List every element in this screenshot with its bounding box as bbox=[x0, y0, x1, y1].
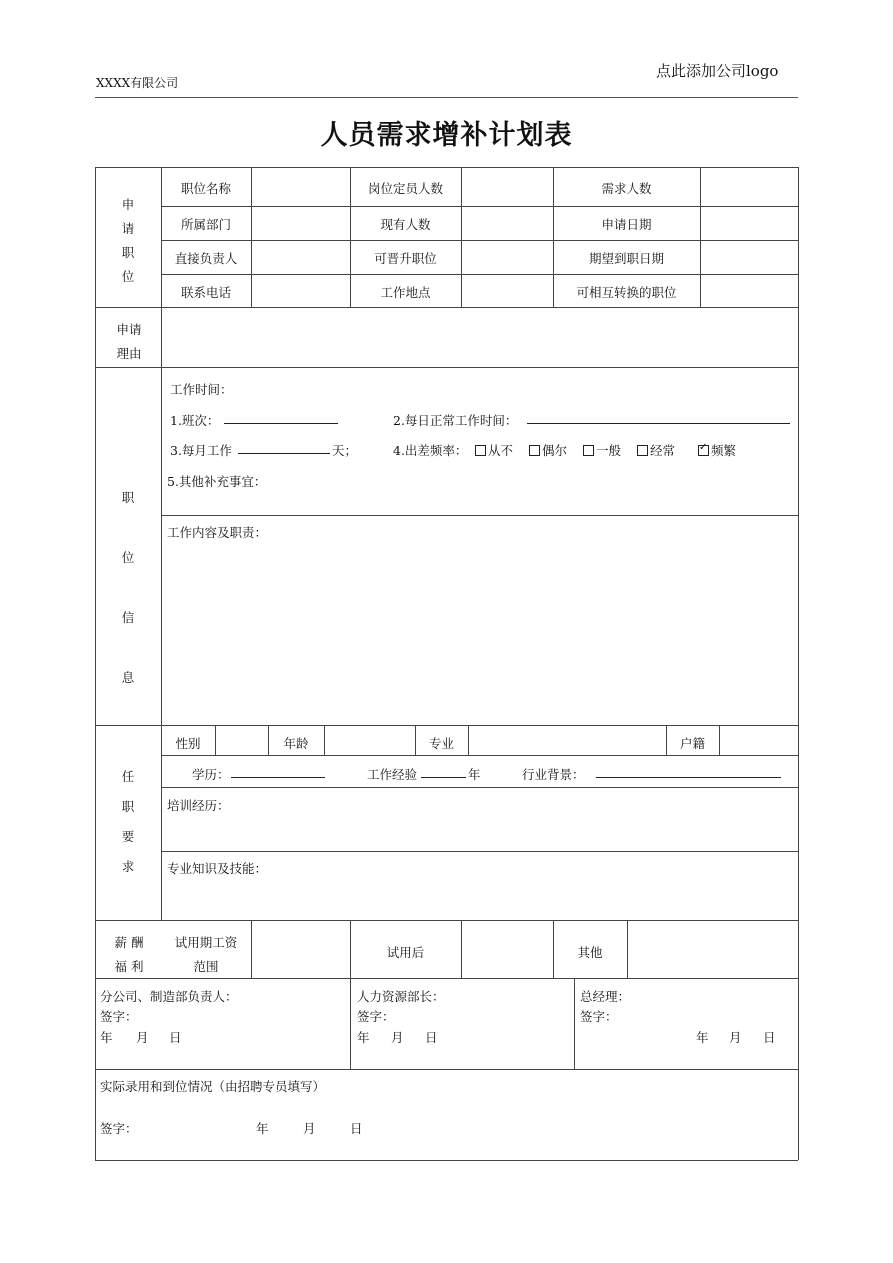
education-label: 学历： bbox=[192, 767, 230, 782]
direct-manager-field[interactable] bbox=[252, 241, 349, 273]
hiring-date-day: 日 bbox=[350, 1121, 363, 1136]
gm-date-year: 年 bbox=[696, 1030, 709, 1045]
department-field[interactable] bbox=[252, 207, 349, 239]
promotable-position-field[interactable] bbox=[462, 241, 552, 273]
industry-label: 行业背景： bbox=[522, 767, 585, 782]
shift-label: 1.班次： bbox=[170, 413, 220, 428]
monthly-work-label: 3.每月工作 bbox=[170, 443, 232, 458]
checkbox-icon bbox=[475, 445, 486, 456]
travel-frequency-label: 4.出差频率： bbox=[393, 443, 468, 458]
other-matters-label: 5.其他补充事宜： bbox=[167, 474, 267, 489]
checkbox-icon bbox=[529, 445, 540, 456]
label-age: 年龄 bbox=[283, 736, 309, 751]
label-expected-start-date: 期望到职日期 bbox=[588, 251, 664, 266]
label-major: 专业 bbox=[428, 736, 454, 751]
headcount-quota-field[interactable] bbox=[462, 168, 552, 205]
label-interchangeable-positions: 可相互转换的职位 bbox=[576, 285, 677, 300]
branch-sign-label: 签字： bbox=[100, 1009, 138, 1024]
duties-label: 工作内容及职责： bbox=[167, 525, 268, 540]
probation-salary-field[interactable] bbox=[252, 921, 349, 977]
expected-start-date-field[interactable] bbox=[701, 241, 797, 273]
skills-field[interactable] bbox=[162, 876, 797, 919]
section-label-position: 申 请 职 位 bbox=[121, 197, 135, 284]
checkbox-icon bbox=[583, 445, 594, 456]
hiring-status-label: 实际录用和到位情况（由招聘专员填写） bbox=[100, 1079, 326, 1094]
branch-date-day: 日 bbox=[169, 1030, 182, 1045]
gm-date-day: 日 bbox=[763, 1030, 776, 1045]
header-divider bbox=[95, 97, 798, 98]
age-field[interactable] bbox=[325, 726, 414, 754]
branch-date-year: 年 bbox=[100, 1030, 113, 1045]
industry-field[interactable] bbox=[596, 765, 781, 778]
experience-year-unit: 年 bbox=[468, 767, 481, 782]
travel-option-normal[interactable]: 一般 bbox=[583, 441, 621, 459]
label-after-probation: 试用后 bbox=[386, 945, 425, 960]
label-headcount-quota: 岗位定员人数 bbox=[367, 181, 443, 196]
branch-head-label: 分公司、制造部负责人： bbox=[100, 989, 238, 1004]
company-name: XXXX有限公司 bbox=[96, 76, 179, 90]
daily-hours-label: 2.每日正常工作时间： bbox=[393, 413, 518, 428]
gender-field[interactable] bbox=[216, 726, 267, 754]
page-title: 人员需求增补计划表 bbox=[320, 120, 573, 151]
travel-option-frequent[interactable]: ✓ 频繁 bbox=[698, 441, 736, 459]
hiring-sign-label: 签字： bbox=[100, 1121, 138, 1136]
experience-field[interactable] bbox=[421, 765, 466, 778]
hr-date-month: 月 bbox=[391, 1030, 404, 1045]
training-field[interactable] bbox=[162, 812, 797, 850]
label-work-location: 工作地点 bbox=[380, 285, 431, 300]
salary-other-field[interactable] bbox=[628, 921, 797, 977]
shift-field[interactable] bbox=[224, 411, 338, 424]
training-label: 培训经历： bbox=[167, 798, 230, 813]
apply-date-field[interactable] bbox=[701, 207, 797, 239]
label-phone: 联系电话 bbox=[180, 285, 231, 300]
work-time-label: 工作时间： bbox=[170, 382, 233, 397]
phone-field[interactable] bbox=[252, 275, 349, 306]
gm-label: 总经理： bbox=[580, 989, 631, 1004]
label-promotable-position: 可晋升职位 bbox=[374, 251, 437, 266]
label-hukou: 户籍 bbox=[679, 736, 705, 751]
after-probation-field[interactable] bbox=[462, 921, 552, 977]
hr-date-day: 日 bbox=[425, 1030, 438, 1045]
label-gender: 性别 bbox=[175, 736, 201, 751]
work-location-field[interactable] bbox=[462, 275, 552, 306]
gm-date-month: 月 bbox=[729, 1030, 742, 1045]
section-label-reason: 申请 理由 bbox=[116, 322, 142, 361]
hr-date-year: 年 bbox=[357, 1030, 370, 1045]
label-department: 所属部门 bbox=[180, 217, 231, 232]
hr-head-label: 人力资源部长： bbox=[357, 989, 445, 1004]
label-required-count: 需求人数 bbox=[601, 181, 652, 196]
hiring-date-year: 年 bbox=[256, 1121, 269, 1136]
travel-option-never[interactable]: 从不 bbox=[475, 441, 513, 459]
travel-option-occasionally[interactable]: 偶尔 bbox=[529, 441, 567, 459]
label-salary-other: 其他 bbox=[577, 945, 603, 960]
hukou-field[interactable] bbox=[720, 726, 797, 754]
experience-label: 工作经验 bbox=[367, 767, 418, 782]
label-probation-salary: 试用期工资 范围 bbox=[174, 935, 238, 974]
interchangeable-positions-field[interactable] bbox=[701, 275, 797, 306]
section-label-salary: 薪 酬 福 利 bbox=[114, 935, 144, 974]
required-count-field[interactable] bbox=[701, 168, 797, 205]
education-field[interactable] bbox=[231, 765, 325, 778]
gm-sign-label: 签字： bbox=[580, 1009, 618, 1024]
section-label-job-info: 职 位 信 息 bbox=[121, 490, 135, 685]
current-count-field[interactable] bbox=[462, 207, 552, 239]
skills-label: 专业知识及技能： bbox=[167, 861, 268, 876]
label-direct-manager: 直接负责人 bbox=[174, 251, 238, 266]
days-unit: 天； bbox=[332, 443, 358, 458]
checked-checkbox-icon bbox=[698, 445, 709, 456]
checkbox-icon bbox=[637, 445, 648, 456]
major-field[interactable] bbox=[469, 726, 665, 754]
label-apply-date: 申请日期 bbox=[601, 217, 652, 232]
section-label-requirements: 任 职 要 求 bbox=[121, 769, 135, 874]
position-name-field[interactable] bbox=[252, 168, 349, 205]
travel-option-often[interactable]: 经常 bbox=[637, 441, 675, 459]
daily-hours-field[interactable] bbox=[527, 411, 790, 424]
label-current-count: 现有人数 bbox=[380, 217, 431, 232]
monthly-days-field[interactable] bbox=[238, 441, 330, 454]
branch-date-month: 月 bbox=[136, 1030, 149, 1045]
logo-placeholder[interactable]: 点此添加公司logo bbox=[656, 62, 779, 80]
duties-field[interactable] bbox=[162, 540, 797, 724]
label-position-name: 职位名称 bbox=[180, 181, 231, 196]
hr-sign-label: 签字： bbox=[357, 1009, 395, 1024]
hiring-date-month: 月 bbox=[303, 1121, 316, 1136]
reason-field[interactable] bbox=[162, 308, 797, 366]
